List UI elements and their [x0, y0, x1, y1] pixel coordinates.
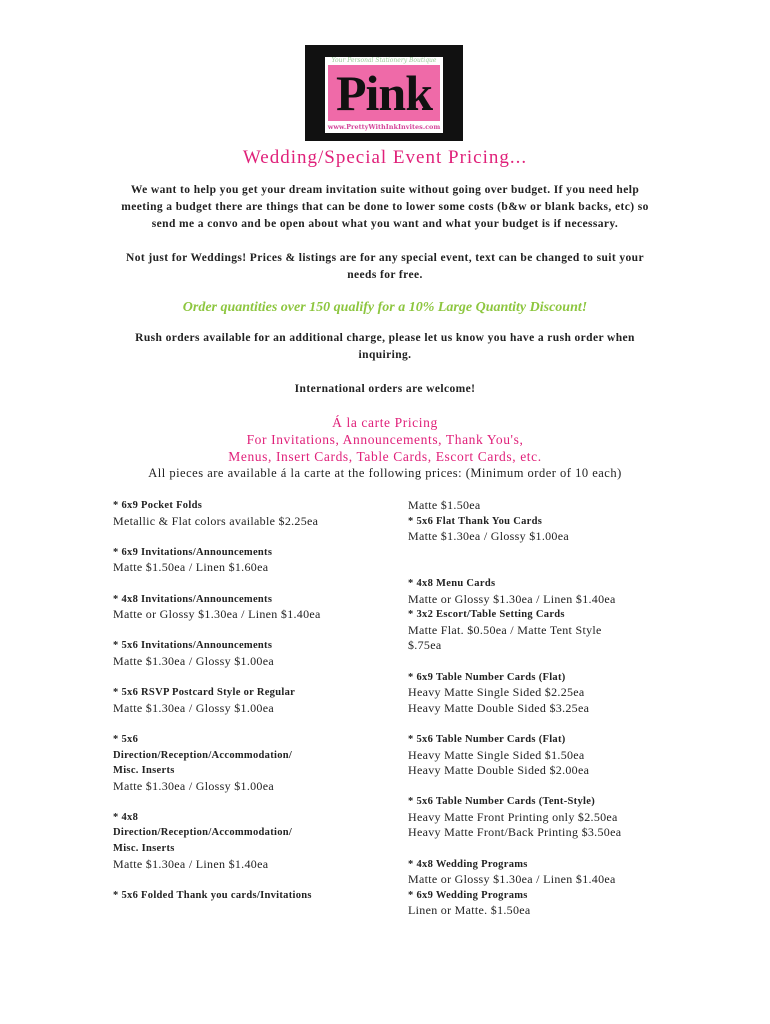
spacer: [408, 841, 670, 857]
alacarte-heading: Á la carte Pricing: [332, 415, 438, 430]
product-price: Heavy Matte Double Sided $3.25ea: [408, 700, 590, 715]
product-name: * 6x9 Wedding Programs: [408, 889, 528, 901]
product-price: $.75ea: [408, 638, 442, 653]
product-price: Matte $1.50ea: [408, 498, 481, 512]
product-name: * 4x8 Menu Cards: [408, 577, 496, 589]
logo-tagline: Your Personal Stationery Boutique: [331, 57, 437, 64]
product-price: Matte or Glossy $1.30ea / Linen $1.40ea: [408, 591, 616, 606]
product-price: Matte or Glossy $1.30ea / Linen $1.40ea: [408, 872, 616, 887]
not-just-weddings-paragraph: Not just for Weddings! Prices & listings are for any special event, text can be changed to suit your needs for free.: [126, 252, 644, 281]
alacarte-subheading-2: Menus, Insert Cards, Table Cards, Escort Cards, etc.: [228, 449, 542, 464]
product-name: Misc. Inserts: [113, 765, 175, 777]
logo-word: Pink: [336, 65, 433, 121]
international-note: International orders are welcome!: [294, 383, 476, 395]
product-name: * 5x6 Invitations/Announcements: [113, 640, 273, 652]
product-price: Matte $1.30ea / Glossy $1.00ea: [113, 700, 274, 715]
product-price: Heavy Matte Single Sided $1.50ea: [408, 747, 585, 762]
product-price: Linen or Matte. $1.50ea: [408, 903, 531, 918]
product-name: Direction/Reception/Accommodation/: [113, 749, 293, 761]
product-name: Direction/Reception/Accommodation/: [113, 827, 293, 839]
spacer: [408, 779, 670, 795]
spacer: [408, 545, 670, 561]
spacer: [113, 670, 403, 686]
product-price: Matte $1.30ea / Glossy $1.00ea: [113, 778, 274, 793]
price-columns: [113, 498, 670, 919]
spacer: [408, 716, 670, 732]
product-price: Matte $1.30ea / Glossy $1.00ea: [408, 529, 569, 544]
spacer: [113, 872, 403, 888]
product-price: Heavy Matte Single Sided $2.25ea: [408, 685, 585, 700]
product-name: * 4x8 Invitations/Announcements: [113, 593, 273, 605]
product-name: * 6x9 Invitations/Announcements: [113, 546, 273, 558]
spacer: [408, 654, 670, 670]
spacer: [408, 560, 670, 576]
product-name: * 6x9 Table Number Cards (Flat): [408, 671, 566, 683]
alacarte-note: All pieces are available á la carte at the following prices: (Minimum order of 10 each): [148, 466, 622, 480]
product-price: Matte $1.50ea / Linen $1.60ea: [113, 560, 269, 575]
product-price: Matte $1.30ea / Glossy $1.00ea: [113, 653, 274, 668]
product-name: * 4x8 Wedding Programs: [408, 858, 528, 870]
logo-url: www.PrettyWithInkInvites.com: [327, 123, 441, 131]
product-name: Misc. Inserts: [113, 843, 175, 855]
product-name: * 5x6 Table Number Cards (Flat): [408, 733, 566, 745]
product-name: * 3x2 Escort/Table Setting Cards: [408, 609, 565, 621]
page-title: Wedding/Special Event Pricing...: [242, 147, 528, 168]
alacarte-subheading-1: For Invitations, Announcements, Thank You's,: [246, 432, 524, 447]
left-price-column: [113, 498, 403, 919]
product-name: * 5x6 Flat Thank You Cards: [408, 515, 543, 527]
product-price: Heavy Matte Front/Back Printing $3.50ea: [408, 825, 622, 840]
rush-orders-note: Rush orders available for an additional charge, please let us know you have a rush order when inquiring.: [135, 332, 635, 361]
document-body: [100, 146, 670, 919]
product-name: * 4x8: [113, 811, 139, 823]
product-name: * 5x6 RSVP Postcard Style or Regular: [113, 687, 296, 699]
spacer: [113, 529, 403, 545]
right-price-column: [408, 498, 670, 919]
product-name: * 5x6 Folded Thank you cards/Invitations: [113, 889, 312, 901]
product-price: Matte $1.30ea / Linen $1.40ea: [113, 856, 269, 871]
spacer: [113, 794, 403, 810]
pink-logo: [305, 45, 463, 141]
spacer: [113, 623, 403, 639]
product-price: Matte or Glossy $1.30ea / Linen $1.40ea: [113, 607, 321, 622]
product-name: * 6x9 Pocket Folds: [113, 500, 203, 511]
intro-paragraph: We want to help you get your dream invitation suite without going over budget. If you need help meeting a budget there are things that can be done to lower some costs (b&w or blank backs, etc) so send me a convo and be open about what you want and what your budget is if necessary.: [121, 184, 649, 230]
product-price: Matte Flat. $0.50ea / Matte Tent Style: [408, 622, 602, 637]
discount-note: Order quantities over 150 qualify for a 10% Large Quantity Discount!: [182, 300, 588, 315]
product-price: Heavy Matte Front Printing only $2.50ea: [408, 809, 618, 824]
product-name: * 5x6: [113, 733, 139, 745]
product-name: * 5x6 Table Number Cards (Tent-Style): [408, 796, 595, 808]
product-price: Metallic & Flat colors available $2.25ea: [113, 513, 319, 528]
spacer: [113, 716, 403, 732]
product-price: Heavy Matte Double Sided $2.00ea: [408, 763, 590, 778]
spacer: [113, 576, 403, 592]
